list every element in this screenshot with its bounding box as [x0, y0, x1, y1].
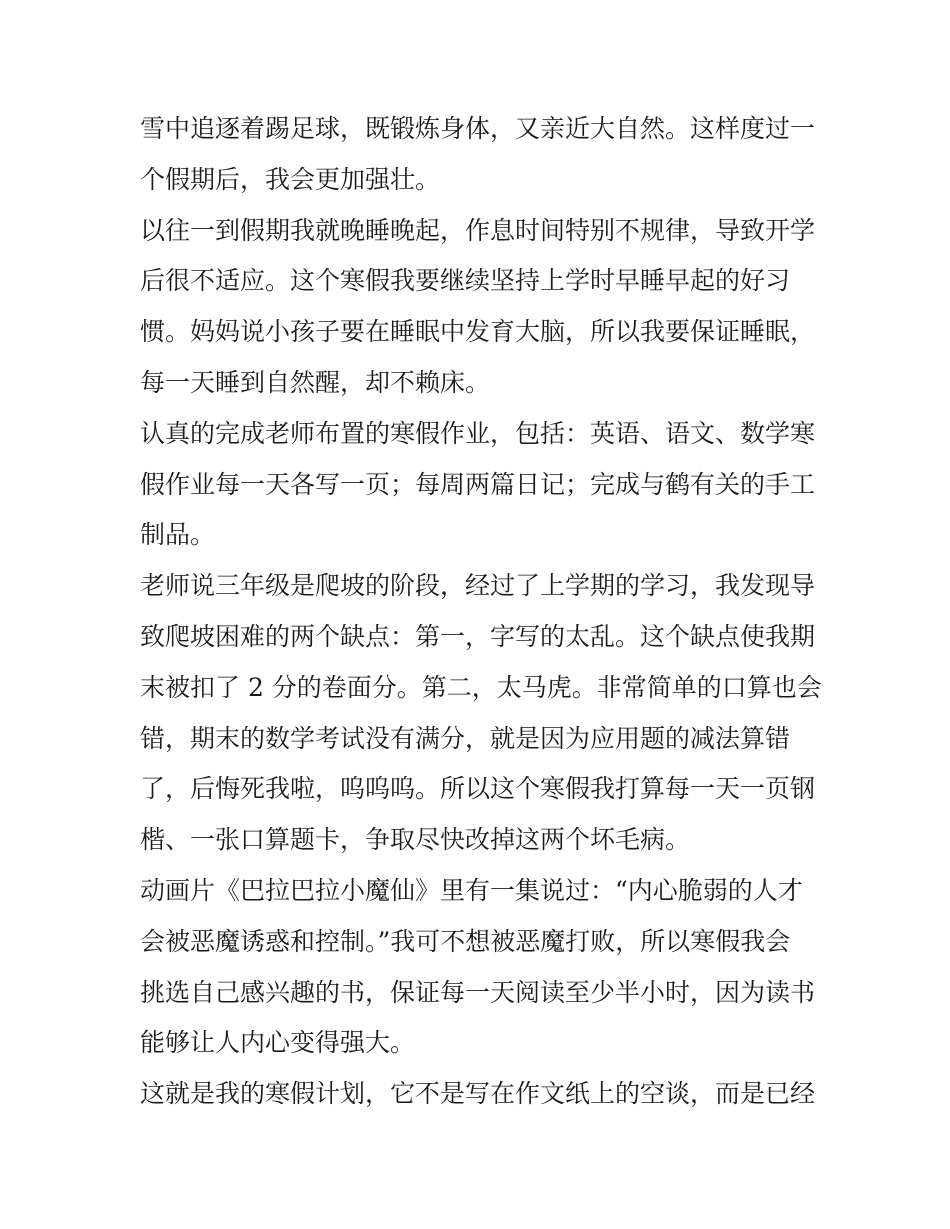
- text-line: 致爬坡困难的两个缺点：第一，字写的太乱。这个缺点使我期: [140, 621, 816, 651]
- text-line: 能够让人内心变得强大。: [140, 1028, 416, 1058]
- text-line: 个假期后，我会更加强壮。: [140, 164, 441, 194]
- text-line: 错，期末的数学考试没有满分，就是因为应用题的减法算错: [140, 723, 791, 753]
- text-line: 动画片《巴拉巴拉小魔仙》里有一集说过：“内心脆弱的人才: [140, 875, 803, 905]
- text-line: 后很不适应。这个寒假我要继续坚持上学时早睡早起的好习: [140, 266, 791, 296]
- text-line: 楷、一张口算题卡，争取尽快改掉这两个坏毛病。: [140, 825, 691, 855]
- text-line: 老师说三年级是爬坡的阶段，经过了上学期的学习，我发现导: [140, 571, 816, 601]
- text-line: 这就是我的寒假计划，它不是写在作文纸上的空谈，而是已经: [140, 1079, 816, 1109]
- text-line: 每一天睡到自然醒，却不赖床。: [140, 367, 491, 397]
- text-line: 惯。妈妈说小孩子要在睡眠中发育大脑，所以我要保证睡眠，: [140, 317, 816, 347]
- text-line: 末被扣了 2 分的卷面分。第二，太马虎。非常简单的口算也会: [140, 672, 822, 702]
- text-line: 制品。: [140, 520, 216, 550]
- text-line: 了，后悔死我啦，呜呜呜。所以这个寒假我打算每一天一页钢: [140, 774, 816, 804]
- text-line: 雪中追逐着踢足球，既锻炼身体，又亲近大自然。这样度过一: [140, 114, 816, 143]
- document-text-body: [140, 104, 820, 1120]
- text-line: 挑选自己感兴趣的书，保证每一天阅读至少半小时，因为读书: [140, 977, 816, 1007]
- text-line: 认真的完成老师布置的寒假作业，包括：英语、语文、数学寒: [140, 418, 816, 448]
- text-line: 假作业每一天各写一页；每周两篇日记；完成与鹤有关的手工: [140, 469, 816, 499]
- text-line: 以往一到假期我就晚睡晚起，作息时间特别不规律，导致开学: [140, 215, 816, 245]
- text-line: 会被恶魔诱惑和控制。”我可不想被恶魔打败，所以寒假我会: [140, 926, 791, 956]
